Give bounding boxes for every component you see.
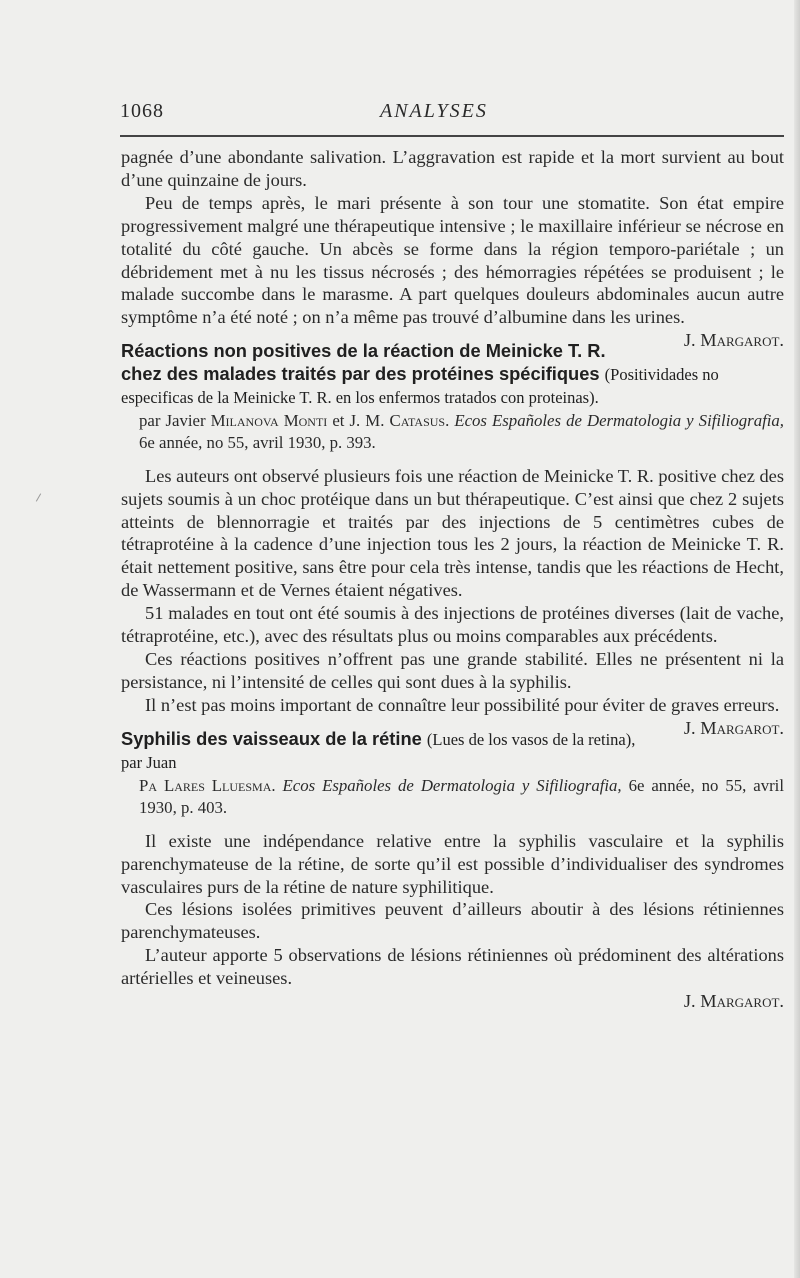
paragraph: 51 malades en tout ont été soumis à des injections de protéines diverses (lait de vache, tétraprotéine, etc.), avec des résultats plus ou moins comparables aux précédents. — [121, 603, 784, 647]
spanish-title: (Positividades no especificas de la Meinicke T. R. en los enfermos tratados con proteinas). — [121, 364, 719, 408]
paragraph: Les auteurs ont observé plusieurs fois une réaction de Meinicke T. R. positive chez des sujets soumis à un choc protéique dans un but thérapeutique. C’est ainsi que chez 2 sujets atteints de blennorragie et traités par des injections de 5 centimètres cubes de tétraprotéine à la cadence d’une injection tous les 2 jours, la réaction de Meinicke T. R. était nettement positive, sans être pour cela très intense, tandis que les réactions de Hecht, de Wassermann et de Vernes étaient négatives. — [121, 465, 784, 601]
author-name: Catasus. — [389, 410, 450, 430]
paragraph: Ces lésions isolées primitives peuvent d’ailleurs aboutir à des lésions rétiniennes parenchymateuses. — [121, 899, 784, 943]
page-edge — [794, 0, 800, 1278]
journal-name: Ecos Españoles de Dermatologia y Sifiliografia, — [282, 775, 622, 795]
paragraph-text: Il n’est pas moins important de connaître leur possibilité pour éviter de graves erreurs. — [145, 694, 780, 715]
paragraph — [121, 192, 784, 351]
spanish-title: (Lues de los vasos de la retina), — [426, 729, 636, 749]
article-title-text: Syphilis des vaisseaux de la rétine — [121, 727, 422, 749]
page-header — [120, 100, 800, 130]
paragraph: Ces réactions positives n’offrent pas une grande stabilité. Elles ne présentent ni la persistance, ni l’intensité de celles qui sont dues à la syphilis. — [121, 649, 784, 692]
author-name: Milanova Monti — [210, 410, 328, 430]
paragraph: pagnée d’une abondante salivation. L’aggravation est rapide et la mort survient au bout d’une quinzaine de jours. — [121, 147, 784, 190]
signature: J. Margarot. — [683, 330, 784, 351]
ref-and: et J. M. — [332, 410, 385, 430]
page-number: 1068 — [120, 100, 164, 122]
page-body — [121, 146, 784, 1013]
paragraph: L’auteur apporte 5 observations de lésions rétiniennes où prédominent des altérations artérielles et veineuses. — [121, 945, 784, 989]
ref-by: par Javier — [139, 410, 206, 430]
author-name: Pa Lares Lluesma. — [139, 775, 276, 795]
signature: J. Margarot. — [683, 717, 784, 738]
ref-by: par Juan — [121, 753, 177, 773]
issue-details: 6e année, no 55, avril 1930, p. 393. — [139, 433, 376, 453]
article-reference — [121, 775, 784, 820]
issue-details: 6e année, no 55, avril 1930, p. 403. — [139, 775, 785, 818]
article-reference — [121, 410, 784, 455]
journal-name: Ecos Españoles de Dermatologia y Sifiliografia, — [454, 410, 784, 430]
running-title: ANALYSES — [380, 100, 488, 122]
paragraph: Il existe une indépendance relative entre la syphilis vasculaire et la syphilis parenchymateuse de la rétine, de sorte qu’il est possible d’individualiser des syndromes vasculaires purs de la rétine de nature syphilitique. — [121, 830, 784, 897]
article-title-text: Réactions non positives de la réaction de Meinicke T. R. chez des malades traités par des protéines spécifiques — [121, 340, 606, 384]
signature: J. Margarot. — [683, 991, 784, 1012]
paragraph-text: Peu de temps après, le mari présente à son tour une stomatite. Son état empire progressivement malgré une thérapeutique intensive ; le maxillaire inférieur se nécrose en totalité du côté gauche. Un abcès se forme dans la région temporo-pariétale ; un débridement met à nu les tissus nécrosés ; des hémorragies répétées se produisent ; le malade succombe dans le marasme. A part quelques douleurs abdominales aucun autre symptôme n’a été noté ; on n’a même pas trouvé d’albumine dans les urines. — [121, 192, 784, 328]
margin-mark — [36, 493, 41, 501]
header-rule — [120, 135, 784, 137]
